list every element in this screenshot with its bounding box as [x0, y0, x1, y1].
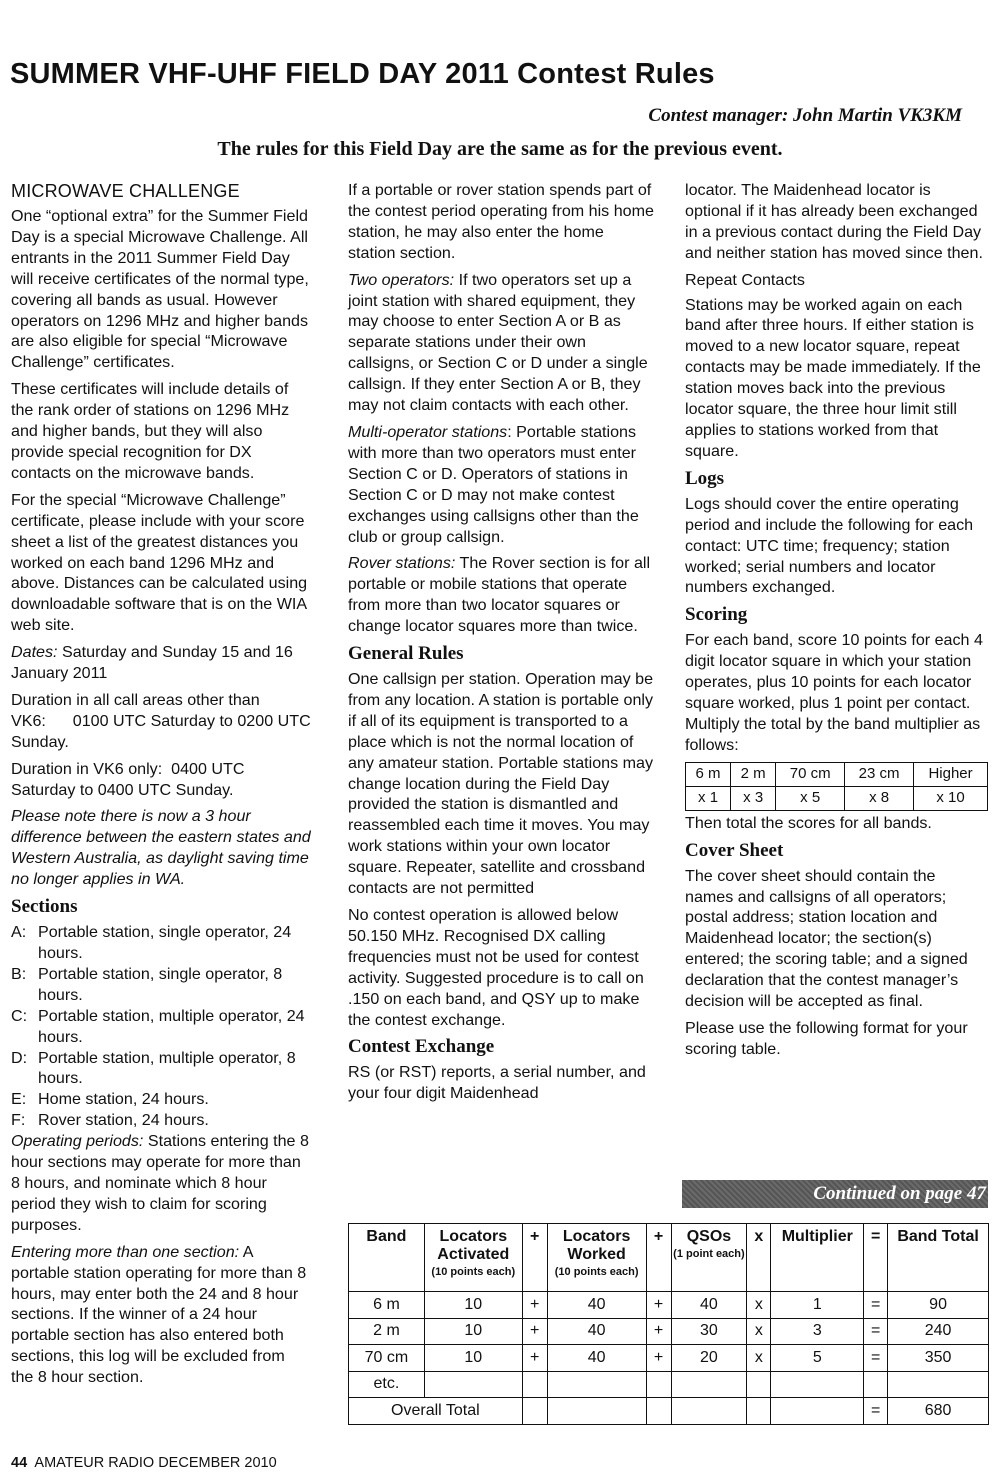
general-rules-paragraph-1: One callsign per station. Operation may be from any location. A station is portable only if all of its equipment is transported to a place which is not the normal location of any amateur station. Portable stations may change location during the Field Day provided the station is dismantled and reassembled each time it moves. You may work stations within your own locator square. Repeater, satellite and crossband contacts are not permitted [348, 670, 654, 898]
multiplier-band: 70 cm [776, 762, 845, 786]
cell-equals [864, 1371, 888, 1398]
header-multiplier: Multiplier [771, 1224, 864, 1292]
table-row [349, 1345, 989, 1372]
cell-multiplier [771, 1371, 864, 1398]
section-text: Home station, 24 hours. [38, 1090, 209, 1109]
cell-plus: + [646, 1292, 671, 1319]
operating-periods-text: Stations entering the 8 hour sections may operate for more than 8 hours, and nominate which 8 hour period they wish to claim for scoring purposes. [11, 1132, 309, 1234]
two-operators-text: If two operators set up a joint station with shared equipment, they may choose to enter Section A or B as separate stations under their own callsigns, or Section C or D under a single callsign. If they enter Section A or B, they may not claim contacts with each other. [348, 270, 648, 415]
cover-sheet-paragraph: The cover sheet should contain the names and callsigns of all operators; postal address; station location and Maidenhead locator; the section(s) entered; the scoring table; and a signed declaration that the contest manager’s decision will be accepted as final. [685, 866, 968, 1011]
sections-heading: Sections [11, 896, 78, 918]
section-text: Portable station, single operator, 8 hours. [38, 964, 283, 1004]
cell-worked [547, 1371, 646, 1398]
contest-exchange-paragraph: RS (or RST) reports, a serial number, and your four digit Maidenhead [348, 1063, 646, 1103]
rover-label: Rover stations: [348, 554, 456, 573]
section-item [11, 1089, 311, 1110]
header-band-total: Band Total [888, 1224, 989, 1292]
multiplier-bands-row [686, 762, 988, 786]
multiplier-value: x 8 [845, 786, 914, 810]
header-plus: + [646, 1224, 671, 1292]
total-scores-line: Then total the scores for all bands. [685, 813, 932, 832]
duration-vk6-value: 0400 UTC Saturday to 0400 UTC Sunday. [11, 759, 245, 799]
header-equals: = [864, 1224, 888, 1292]
header-worked-label: Locators Worked [562, 1228, 631, 1263]
header-worked [547, 1224, 646, 1292]
multiplier-band: Higher [914, 762, 988, 786]
rover-text: The Rover section is for all portable or mobile stations that operate from more than two locator squares or change locator squares more than twice. [348, 554, 651, 636]
section-text: Rover station, 24 hours. [38, 1111, 209, 1130]
cell-plus: + [522, 1318, 547, 1345]
contest-manager: Contest manager: John Martin VK3KM [648, 105, 962, 126]
cell-plus [646, 1371, 671, 1398]
header-qsos [671, 1224, 747, 1292]
multi-operator-paragraph [348, 422, 654, 547]
daylight-note: Please note there is now a 3 hour difference between the eastern states and Western Australia, as daylight saving time no longer applies in WA. [11, 807, 311, 889]
table-row [349, 1371, 989, 1398]
cell-plus: + [522, 1292, 547, 1319]
section-key: B: [11, 964, 27, 983]
duration-vk6 [11, 759, 311, 801]
cell-worked: 40 [547, 1318, 646, 1345]
dates-label: Dates: [11, 643, 58, 662]
multiplier-values-row [686, 786, 988, 810]
dates-text: Saturday and Sunday 15 and 16 January 2011 [11, 643, 293, 683]
overall-total-label: Overall Total [349, 1398, 523, 1425]
section-text: Portable station, multiple operator, 24 hours. [38, 1006, 305, 1046]
section-item [11, 1048, 311, 1090]
publication-name: AMATEUR RADIO DECEMBER 2010 [34, 1455, 277, 1471]
dates-paragraph [11, 642, 311, 684]
cell-plus: + [646, 1345, 671, 1372]
cell-band-total: 350 [888, 1345, 989, 1372]
section-item [11, 1110, 311, 1131]
duration-all-label: Duration in all call areas other than VK6: [11, 690, 260, 730]
overall-total-value: 680 [888, 1398, 989, 1425]
section-key: E: [11, 1090, 27, 1109]
logs-paragraph: Logs should cover the entire operating period and include the following for each contact: UTC time; frequency; station worked; serial numbers and locator numbers exchanged. [685, 494, 974, 597]
cell-activated: 10 [424, 1345, 522, 1372]
header-qsos-label: QSOs [686, 1228, 732, 1245]
cell-band: 6 m [349, 1292, 425, 1319]
microwave-paragraph-1: One “optional extra” for the Summer Field Day is a special Microwave Challenge. All entrants in the 2011 Summer Field Day will receive certificates of the normal type, covering all bands as usual. However operators on 1296 MHz and higher bands are also eligible for special “Microwave Challenge” certificates. [11, 207, 309, 372]
microwave-heading: MICROWAVE CHALLENGE [11, 181, 240, 201]
header-plus: + [522, 1224, 547, 1292]
operating-periods-label: Operating periods: [11, 1132, 144, 1151]
home-station-paragraph: If a portable or rover station spends part of the contest period operating from his home station, he may also enter the home station section. [348, 181, 654, 262]
cell-activated: 10 [424, 1318, 522, 1345]
multiplier-band: 6 m [686, 762, 731, 786]
cell-times [747, 1371, 771, 1398]
intro-line: The rules for this Field Day are the same as for the previous event. [217, 138, 783, 160]
page-footer [11, 1455, 277, 1471]
header-times: x [747, 1224, 771, 1292]
multiple-sections-text: A portable station operating for more than 8 hours, may enter both the 24 and 8 hour sections. If the winner of a 24 hour portable section has also entered both sections, this log will be excluded from the 8 hour section. [11, 1242, 307, 1387]
cell-plus [522, 1371, 547, 1398]
cell-empty [671, 1398, 747, 1425]
cell-empty [646, 1398, 671, 1425]
repeat-contacts-paragraph: Stations may be worked again on each band after three hours. If either station is moved to a new locator square, repeat contacts may be made immediately. If the station moves back into the previous locator square, the three hour limit still applies to stations worked from that square. [685, 295, 981, 460]
microwave-paragraph-3: For the special “Microwave Challenge” certificate, please include with your score sheet a list of the greatest distances you worked on each band 1296 MHz and above. Distances can be calculated using downloadable software that is on the WIA web site. [11, 490, 308, 635]
cell-multiplier: 1 [771, 1292, 864, 1319]
multiple-sections-label: Entering more than one section: [11, 1242, 240, 1261]
cell-worked: 40 [547, 1292, 646, 1319]
section-key: D: [11, 1048, 28, 1067]
multiplier-value: x 5 [776, 786, 845, 810]
column-3 [685, 180, 985, 1066]
cell-band: etc. [349, 1371, 425, 1398]
cell-plus: + [522, 1345, 547, 1372]
scoring-heading: Scoring [685, 604, 748, 626]
cell-empty [747, 1398, 771, 1425]
section-text: Portable station, multiple operator, 8 hours. [38, 1048, 296, 1088]
multiplier-value: x 3 [731, 786, 776, 810]
cell-equals: = [864, 1318, 888, 1345]
header-activated-label: Locators Activated [437, 1228, 510, 1263]
header-qsos-note: (1 point each) [673, 1248, 745, 1260]
cell-qsos: 20 [671, 1345, 747, 1372]
cell-band-total [888, 1371, 989, 1398]
section-item [11, 964, 311, 1006]
two-operators-label: Two operators: [348, 270, 455, 289]
header-worked-note: (10 points each) [554, 1266, 639, 1278]
page-title: SUMMER VHF-UHF FIELD DAY 2011 Contest Rules [10, 58, 715, 90]
cell-band: 2 m [349, 1318, 425, 1345]
cover-sheet-heading: Cover Sheet [685, 839, 784, 861]
column-1 [11, 180, 311, 1394]
cell-worked: 40 [547, 1345, 646, 1372]
cell-qsos [671, 1371, 747, 1398]
repeat-contacts-heading: Repeat Contacts [685, 270, 805, 289]
page-number: 44 [11, 1455, 28, 1471]
cell-empty [771, 1398, 864, 1425]
scoring-table-header [349, 1224, 989, 1292]
cell-band: 70 cm [349, 1345, 425, 1372]
sections-list [11, 922, 311, 1131]
cell-times: x [747, 1318, 771, 1345]
locator-paragraph: locator. The Maidenhead locator is optional if it has already been exchanged in a previous contact during the Field Day and neither station has moved since then. [685, 181, 983, 262]
cell-multiplier: 5 [771, 1345, 864, 1372]
duration-vk6-label: Duration in VK6 only: [11, 759, 163, 778]
cell-empty [522, 1398, 547, 1425]
column-2 [348, 180, 654, 1110]
header-activated-note: (10 points each) [431, 1266, 516, 1278]
two-operators-paragraph [348, 270, 654, 416]
section-key: A: [11, 923, 27, 942]
section-item [11, 1006, 311, 1048]
general-rules-paragraph-2: No contest operation is allowed below 50.150 MHz. Recognised DX calling frequencies must not be used for contest activity. Suggested procedure is to call on .150 on each band, and QSY up to make the contest exchange. [348, 906, 644, 1029]
cell-plus: + [646, 1318, 671, 1345]
microwave-paragraph-2: These certificates will include details of the rank order of stations on 1296 MHz and higher bands, but they will also provide special recognition for DX contacts on the microwave bands. [11, 380, 290, 482]
cell-equals: = [864, 1345, 888, 1372]
section-item [11, 922, 311, 964]
header-band: Band [349, 1224, 425, 1292]
multiple-sections [11, 1242, 311, 1388]
cell-times: x [747, 1345, 771, 1372]
section-key: F: [11, 1111, 26, 1130]
cell-band-total: 90 [888, 1292, 989, 1319]
format-paragraph: Please use the following format for your scoring table. [685, 1019, 968, 1058]
cell-qsos: 40 [671, 1292, 747, 1319]
section-key: C: [11, 1006, 28, 1025]
multiplier-band: 23 cm [845, 762, 914, 786]
cell-equals: = [864, 1292, 888, 1319]
cell-multiplier: 3 [771, 1318, 864, 1345]
multi-operator-label: Multi-operator stations [348, 422, 508, 441]
multiplier-value: x 1 [686, 786, 731, 810]
table-row [349, 1292, 989, 1319]
multiplier-value: x 10 [914, 786, 988, 810]
multiplier-band: 2 m [731, 762, 776, 786]
operating-periods [11, 1131, 311, 1236]
contest-exchange-heading: Contest Exchange [348, 1036, 495, 1058]
cell-activated [424, 1371, 522, 1398]
multiplier-table [685, 762, 988, 811]
overall-total-equals: = [864, 1398, 888, 1425]
cell-empty [547, 1398, 646, 1425]
cell-qsos: 30 [671, 1318, 747, 1345]
duration-all-value: 0100 UTC Saturday to 0200 UTC Sunday. [11, 711, 311, 751]
rover-paragraph [348, 553, 654, 637]
cell-activated: 10 [424, 1292, 522, 1319]
scoring-paragraph: For each band, score 10 points for each 4 digit locator square in which your station operates, plus 10 points for each locator square worked, plus 1 point per contact. Multiply the total by the band multiplier as follows: [685, 631, 983, 754]
continued-banner: Continued on page 47 [682, 1180, 988, 1208]
logs-heading: Logs [685, 467, 725, 489]
overall-total-row [349, 1398, 989, 1425]
cell-band-total: 240 [888, 1318, 989, 1345]
table-row [349, 1318, 989, 1345]
general-rules-heading: General Rules [348, 643, 464, 665]
scoring-table [348, 1223, 989, 1425]
section-text: Portable station, single operator, 24 hours. [38, 923, 292, 962]
multi-operator-text: : Portable stations with more than two operators must enter Section C or D. Operators of stations in Section C or D may not make contest exchanges using callsigns other than the club or group callsign. [348, 422, 639, 546]
duration-all-areas [11, 690, 311, 753]
cell-times: x [747, 1292, 771, 1319]
header-activated [424, 1224, 522, 1292]
